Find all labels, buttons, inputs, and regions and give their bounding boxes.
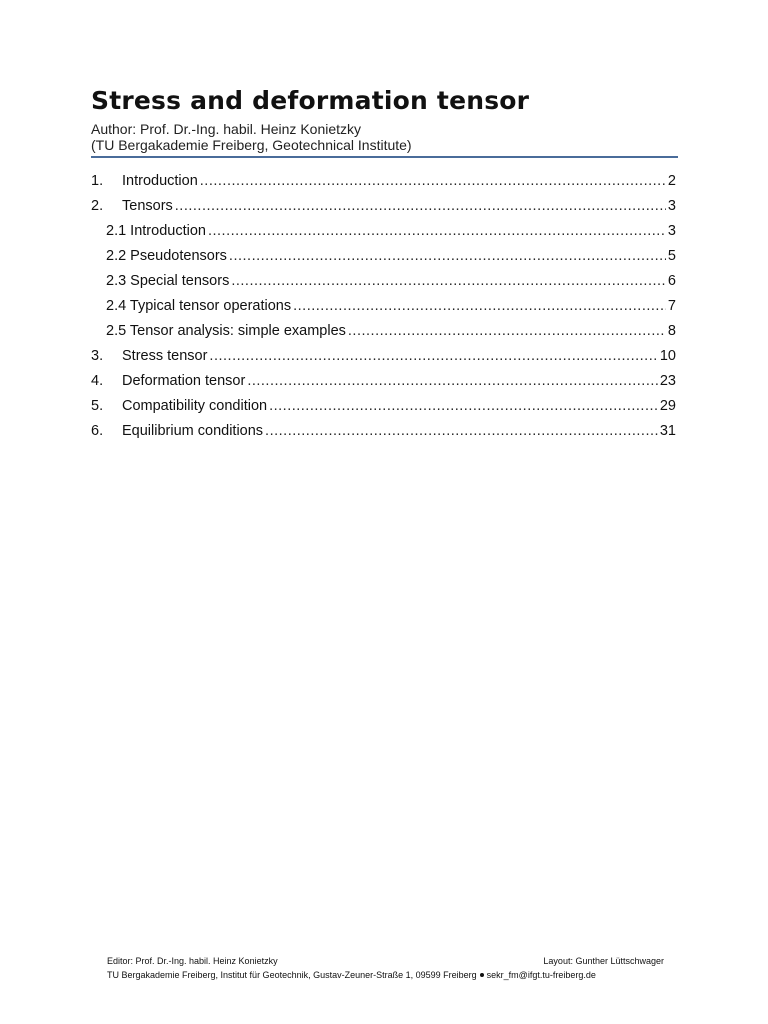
toc-entry-label: 2.1 Introduction — [106, 223, 206, 239]
author-line: Author: Prof. Dr.-Ing. habil. Heinz Konietzky — [91, 121, 362, 137]
toc-entry-page: 10 — [659, 348, 676, 364]
footer-credits — [107, 954, 664, 968]
toc-entry-label: Introduction — [122, 173, 198, 189]
toc-entry-2-4-typical-tensor-operations[interactable] — [91, 298, 676, 323]
toc-dot-leader — [231, 273, 666, 289]
toc-entry-label: Compatibility condition — [122, 398, 268, 414]
toc-entry-number: 2. — [91, 198, 104, 214]
toc-entry-page: 3 — [667, 198, 676, 214]
toc-entry-2-1-introduction[interactable] — [91, 223, 676, 248]
toc-entry-page: 2 — [667, 173, 676, 189]
toc-entry-page: 23 — [659, 373, 676, 389]
toc-entry-label: 2.4 Typical tensor operations — [106, 298, 292, 314]
toc-entry-page: 8 — [667, 323, 676, 339]
toc-entry-label: 2.5 Tensor analysis: simple examples — [106, 323, 346, 339]
toc-entry-stress-tensor[interactable] — [91, 348, 676, 373]
toc-entry-2-3-special-tensors[interactable] — [91, 273, 676, 298]
toc-entry-page: 29 — [659, 398, 676, 414]
toc-entry-compatibility-condition[interactable] — [91, 398, 676, 423]
footer-address: TU Bergakademie Freiberg, Institut für Geotechnik, Gustav-Zeuner-Straße 1, 09599 Freiberg — [107, 970, 477, 980]
page-title: Stress and deformation tensor — [91, 86, 530, 115]
toc-dot-leader — [175, 198, 666, 214]
toc-dot-leader — [265, 423, 658, 439]
toc-entry-page: 6 — [667, 273, 676, 289]
toc-entry-number: 6. — [91, 423, 104, 439]
footer-editor: Editor: Prof. Dr.-Ing. habil. Heinz Konietzky — [107, 956, 278, 966]
bullet-separator-icon — [480, 973, 484, 977]
toc-dot-leader — [200, 173, 666, 189]
affiliation-line: (TU Bergakademie Freiberg, Geotechnical Institute) — [91, 137, 412, 153]
toc-dot-leader — [348, 323, 666, 339]
toc-entry-number: 4. — [91, 373, 104, 389]
toc-entry-page: 7 — [667, 298, 676, 314]
toc-entry-label: 2.2 Pseudotensors — [106, 248, 227, 264]
toc-entry-tensors[interactable] — [91, 198, 676, 223]
page-footer — [107, 954, 664, 982]
toc-entry-label: Stress tensor — [122, 348, 208, 364]
toc-entry-label: 2.3 Special tensors — [106, 273, 230, 289]
toc-dot-leader — [293, 298, 666, 314]
title-divider — [91, 156, 678, 158]
toc-entry-number: 5. — [91, 398, 104, 414]
toc-dot-leader — [269, 398, 658, 414]
toc-entry-label: Tensors — [122, 198, 173, 214]
footer-layout: Layout: Gunther Lüttschwager — [543, 956, 664, 966]
footer-contact — [107, 968, 664, 982]
toc-dot-leader — [229, 248, 666, 264]
toc-entry-page: 5 — [667, 248, 676, 264]
footer-email-link[interactable]: sekr_fm@ifgt.tu-freiberg.de — [486, 970, 596, 980]
toc-dot-leader — [209, 348, 657, 364]
toc-entry-number: 3. — [91, 348, 104, 364]
toc-entry-label: Equilibrium conditions — [122, 423, 264, 439]
toc-dot-leader — [247, 373, 658, 389]
toc-dot-leader — [208, 223, 666, 239]
toc-entry-label: Deformation tensor — [122, 373, 246, 389]
toc-entry-equilibrium-conditions[interactable] — [91, 423, 676, 448]
toc-entry-page: 3 — [667, 223, 676, 239]
toc-entry-2-5-tensor-analysis[interactable] — [91, 323, 676, 348]
toc-entry-2-2-pseudotensors[interactable] — [91, 248, 676, 273]
toc-entry-deformation-tensor[interactable] — [91, 373, 676, 398]
toc-entry-number: 1. — [91, 173, 104, 189]
toc-entry-page: 31 — [659, 423, 676, 439]
toc-entry-introduction[interactable] — [91, 173, 676, 198]
table-of-contents — [91, 173, 676, 448]
